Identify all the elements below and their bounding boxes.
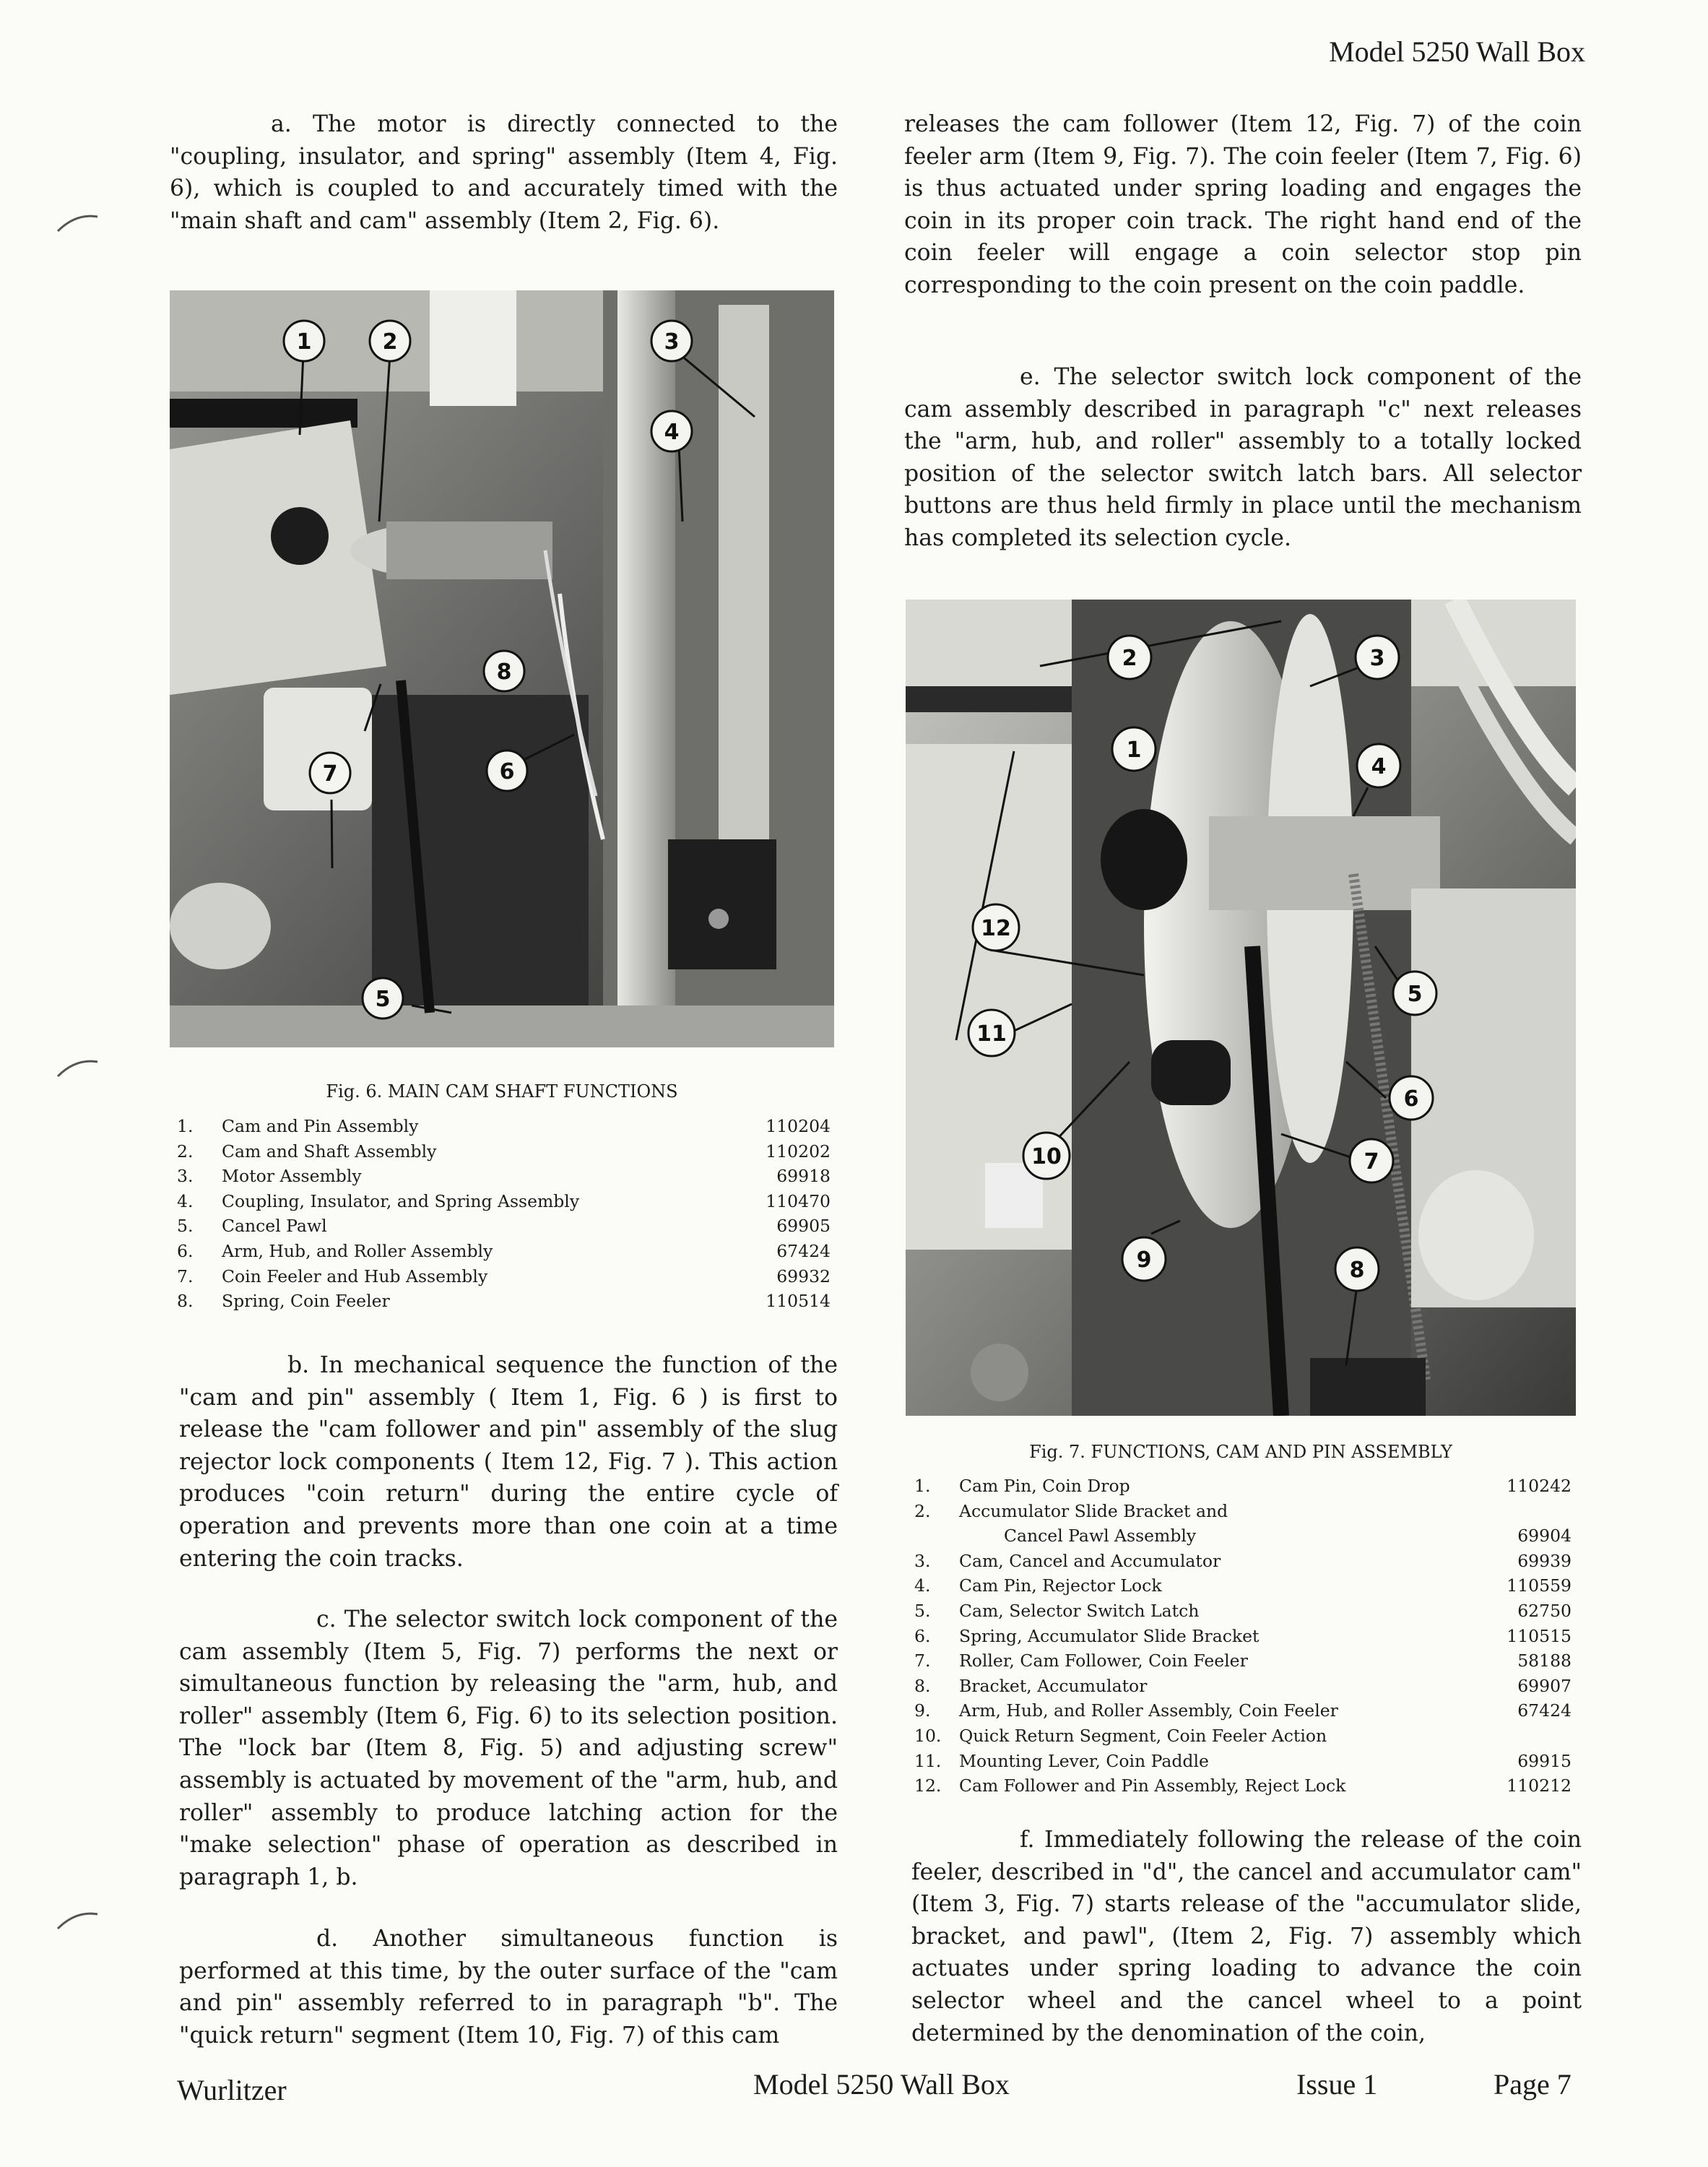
- fig7-callout-7: [1350, 1139, 1393, 1182]
- svg-text:5: 5: [375, 987, 391, 1012]
- svg-text:6: 6: [1403, 1086, 1419, 1112]
- fig6-callout-8: [484, 651, 524, 691]
- figure-6-caption: Fig. 6. MAIN CAM SHAFT FUNCTIONS: [326, 1081, 678, 1102]
- footer-issue: Issue 1: [1296, 2068, 1378, 2101]
- part-item-number: [914, 1523, 959, 1549]
- svg-text:4: 4: [1371, 754, 1387, 779]
- part-number: 69907: [1517, 1675, 1572, 1696]
- parts-list-row: [914, 1648, 1572, 1674]
- fig6-callout-7: [310, 753, 350, 793]
- parts-list-row: [914, 1499, 1572, 1524]
- part-description: Spring, Coin Feeler: [222, 1291, 390, 1312]
- fig7-callout-5: [1393, 972, 1436, 1015]
- parts-list-row: [914, 1523, 1572, 1549]
- parts-list-row: [177, 1189, 831, 1214]
- part-item-number: 10.: [914, 1725, 942, 1746]
- fig7-callout-10: [1023, 1133, 1070, 1179]
- page-header-title: Model 5250 Wall Box: [1329, 35, 1585, 68]
- fig7-callout-11: [968, 1010, 1015, 1056]
- part-description: Motor Assembly: [222, 1166, 362, 1187]
- fig6-callout-5: [363, 978, 403, 1018]
- part-item-number: 6.: [177, 1240, 194, 1261]
- part-description: Cancel Pawl: [222, 1216, 327, 1237]
- fig7-callout-12: [973, 904, 1019, 951]
- paragraph-d: d. Another simultaneous function is performed at this time, by the outer surface of the "cam and pin" assembly referred to in paragraph "b". The "quick return" segment (Item 10, Fig. 7) of this cam: [179, 1926, 838, 2049]
- parts-list-row: [914, 1549, 1572, 1574]
- fig7-callout-4: [1357, 744, 1400, 787]
- parts-list-row: [914, 1773, 1572, 1799]
- parts-list-row: [177, 1139, 831, 1164]
- parts-list-row: [914, 1624, 1572, 1649]
- part-number: 62750: [1517, 1600, 1572, 1621]
- figure-6-parts-list: [177, 1114, 831, 1314]
- part-item-number: 7.: [914, 1651, 931, 1671]
- binder-hole-marks: [51, 209, 108, 1943]
- part-item-number: 6.: [914, 1625, 931, 1646]
- fig6-callout-6: [487, 751, 527, 791]
- part-number: 69904: [1517, 1526, 1572, 1547]
- part-item-number: 4.: [177, 1190, 194, 1211]
- part-number: 110202: [766, 1141, 831, 1162]
- svg-text:3: 3: [1369, 646, 1385, 671]
- svg-text:8: 8: [1349, 1258, 1365, 1283]
- fig7-callout-3: [1356, 636, 1399, 679]
- figure-7-caption: Fig. 7. FUNCTIONS, CAM AND PIN ASSEMBLY: [1029, 1442, 1452, 1462]
- part-number: 69915: [1517, 1750, 1572, 1771]
- part-description: Spring, Accumulator Slide Bracket: [959, 1625, 1260, 1646]
- parts-list-row: [914, 1573, 1572, 1599]
- part-item-number: 2.: [914, 1500, 931, 1521]
- fig7-callout-6: [1390, 1076, 1433, 1120]
- part-number: 110212: [1507, 1775, 1572, 1796]
- parts-list-row: [177, 1239, 831, 1264]
- fig7-callout-8: [1335, 1247, 1379, 1291]
- part-number: 110515: [1507, 1625, 1572, 1646]
- part-item-number: 7.: [177, 1266, 194, 1286]
- part-number: 69905: [776, 1216, 831, 1237]
- part-description: Cam Pin, Coin Drop: [959, 1476, 1130, 1496]
- part-description: Cam, Selector Switch Latch: [959, 1600, 1200, 1621]
- part-description: Cam Pin, Rejector Lock: [959, 1575, 1162, 1596]
- paragraph-f: f. Immediately following the release of the coin feeler, described in "d", the cancel and accumulator cam" (Item 3, Fig. 7) starts release of the "accumulator slide, bracket, and pawl", (Item 2, Fig. 7) assembly which actuates under spring loading to advance the coin selector wheel and the cancel wheel to a point determined by the denomination of the coin,: [911, 1827, 1582, 2046]
- footer-model: Model 5250 Wall Box: [753, 2068, 1010, 2101]
- figure-6-callouts: [170, 290, 834, 1047]
- part-item-number: 11.: [914, 1750, 942, 1771]
- part-number: [1478, 1723, 1572, 1749]
- part-description: Roller, Cam Follower, Coin Feeler: [959, 1651, 1248, 1671]
- svg-text:12: 12: [981, 916, 1011, 941]
- fig7-callout-2: [1108, 636, 1151, 679]
- figure-7-parts-list: [914, 1474, 1572, 1799]
- part-description: Cam and Pin Assembly: [222, 1116, 419, 1136]
- part-description: Coupling, Insulator, and Spring Assembly: [222, 1190, 580, 1211]
- parts-list-row: [914, 1674, 1572, 1699]
- svg-text:8: 8: [496, 659, 512, 685]
- footer-brand: Wurlitzer: [177, 2074, 287, 2106]
- paragraph-b: b. In mechanical sequence the function of the "cam and pin" assembly ( Item 1, Fig. 6 ) is first to release the "cam follower and pin" assembly of the slug rejector lock components ( Item 12, Fig. 7 ). This action produces "coin return" during the entire cycle of operation and prevents more than one coin at a time entering the coin tracks.: [179, 1352, 838, 1572]
- figure-7-callouts: [906, 600, 1576, 1416]
- svg-text:7: 7: [322, 761, 338, 787]
- part-description: Arm, Hub, and Roller Assembly, Coin Feeler: [959, 1700, 1338, 1721]
- part-number: 69918: [776, 1166, 831, 1187]
- paragraph-c: c. The selector switch lock component of the cam assembly (Item 5, Fig. 7) performs the next or simultaneous function by releasing the "arm, hub, and roller" assembly (Item 6, Fig. 6) to its selection position. The "lock bar (Item 8, Fig. 5) and adjusting screw" assembly is actuated by movement of the "arm, hub, and roller" assembly to produce latching action for the "make selection" phase of operation as described in paragraph 1, b.: [179, 1606, 838, 1890]
- parts-list-row: [177, 1264, 831, 1289]
- part-item-number: 8.: [914, 1675, 931, 1696]
- parts-list-row: [177, 1114, 831, 1139]
- svg-text:2: 2: [1122, 646, 1137, 671]
- part-description: Accumulator Slide Bracket and: [959, 1500, 1228, 1521]
- svg-text:7: 7: [1364, 1149, 1379, 1175]
- part-number: 110559: [1507, 1575, 1572, 1596]
- paragraph-e: e. The selector switch lock component of the cam assembly described in paragraph "c" next releases the "arm, hub, and roller" assembly to a totally locked position of the selector switch latch bars. All selector buttons are thus held firmly in place until the mechanism has completed its selection cycle.: [904, 364, 1582, 551]
- svg-text:1: 1: [1126, 738, 1142, 763]
- parts-list-row: [914, 1599, 1572, 1624]
- svg-text:5: 5: [1407, 982, 1423, 1007]
- part-number: 110204: [766, 1116, 831, 1136]
- parts-list-row: [177, 1289, 831, 1314]
- svg-text:11: 11: [976, 1021, 1007, 1047]
- svg-text:1: 1: [296, 329, 312, 355]
- part-item-number: 5.: [177, 1216, 194, 1237]
- part-number: 58188: [1517, 1651, 1572, 1671]
- parts-list-row: [177, 1164, 831, 1189]
- part-number: 69932: [776, 1266, 831, 1286]
- part-description: Cancel Pawl Assembly: [1004, 1526, 1197, 1547]
- part-number: 110242: [1507, 1476, 1572, 1496]
- fig6-callout-2: [370, 321, 410, 361]
- svg-text:6: 6: [499, 759, 515, 784]
- svg-text:3: 3: [664, 329, 680, 355]
- svg-text:2: 2: [382, 329, 398, 355]
- paragraph-a: a. The motor is directly connected to the "coupling, insulator, and spring" assembly (Item 4, Fig. 6), which is coupled to and accurately timed with the "main shaft and cam" assembly (Item 2, Fig. 6).: [170, 111, 838, 234]
- part-description: Arm, Hub, and Roller Assembly: [222, 1240, 493, 1261]
- fig7-callout-1: [1112, 727, 1156, 771]
- svg-text:9: 9: [1136, 1247, 1152, 1273]
- part-description: Coin Feeler and Hub Assembly: [222, 1266, 488, 1286]
- parts-list-row: [914, 1723, 1572, 1749]
- footer-page-number: Page 7: [1494, 2068, 1572, 2101]
- part-number: 110514: [766, 1291, 831, 1312]
- part-number: 67424: [776, 1240, 831, 1261]
- fig6-callout-3: [651, 321, 692, 361]
- part-number: [1478, 1499, 1572, 1524]
- part-item-number: 3.: [177, 1166, 194, 1187]
- part-description: Cam Follower and Pin Assembly, Reject Lock: [959, 1775, 1346, 1796]
- part-item-number: 8.: [177, 1291, 194, 1312]
- part-description: Cam, Cancel and Accumulator: [959, 1550, 1221, 1571]
- part-item-number: 12.: [914, 1775, 942, 1796]
- part-item-number: 9.: [914, 1700, 931, 1721]
- parts-list-row: [914, 1474, 1572, 1499]
- part-description: Quick Return Segment, Coin Feeler Action: [959, 1725, 1327, 1746]
- part-number: 110470: [766, 1190, 831, 1211]
- part-description: Mounting Lever, Coin Paddle: [959, 1750, 1209, 1771]
- part-item-number: 1.: [914, 1476, 931, 1496]
- part-number: 69939: [1517, 1550, 1572, 1571]
- svg-text:10: 10: [1031, 1144, 1062, 1169]
- paragraph-d-continued: releases the cam follower (Item 12, Fig. 7) of the coin feeler arm (Item 9, Fig. 7). The coin feeler (Item 7, Fig. 6) is thus actuated under spring loading and engages the coin in its proper coin track. The right hand end of the coin feeler will engage a coin selector stop pin corresponding to the coin present on the coin paddle.: [904, 111, 1582, 298]
- part-item-number: 1.: [177, 1116, 194, 1136]
- part-item-number: 4.: [914, 1575, 931, 1596]
- svg-text:4: 4: [664, 420, 680, 445]
- part-number: 67424: [1517, 1700, 1572, 1721]
- parts-list-row: [177, 1214, 831, 1239]
- fig6-callout-4: [651, 411, 692, 451]
- fig7-callout-9: [1122, 1237, 1166, 1281]
- part-item-number: 2.: [177, 1141, 194, 1162]
- parts-list-row: [914, 1698, 1572, 1723]
- part-item-number: 3.: [914, 1550, 931, 1571]
- fig6-callout-1: [284, 321, 324, 361]
- part-description: Bracket, Accumulator: [959, 1675, 1148, 1696]
- part-item-number: 5.: [914, 1600, 931, 1621]
- parts-list-row: [914, 1749, 1572, 1774]
- part-description: Cam and Shaft Assembly: [222, 1141, 437, 1162]
